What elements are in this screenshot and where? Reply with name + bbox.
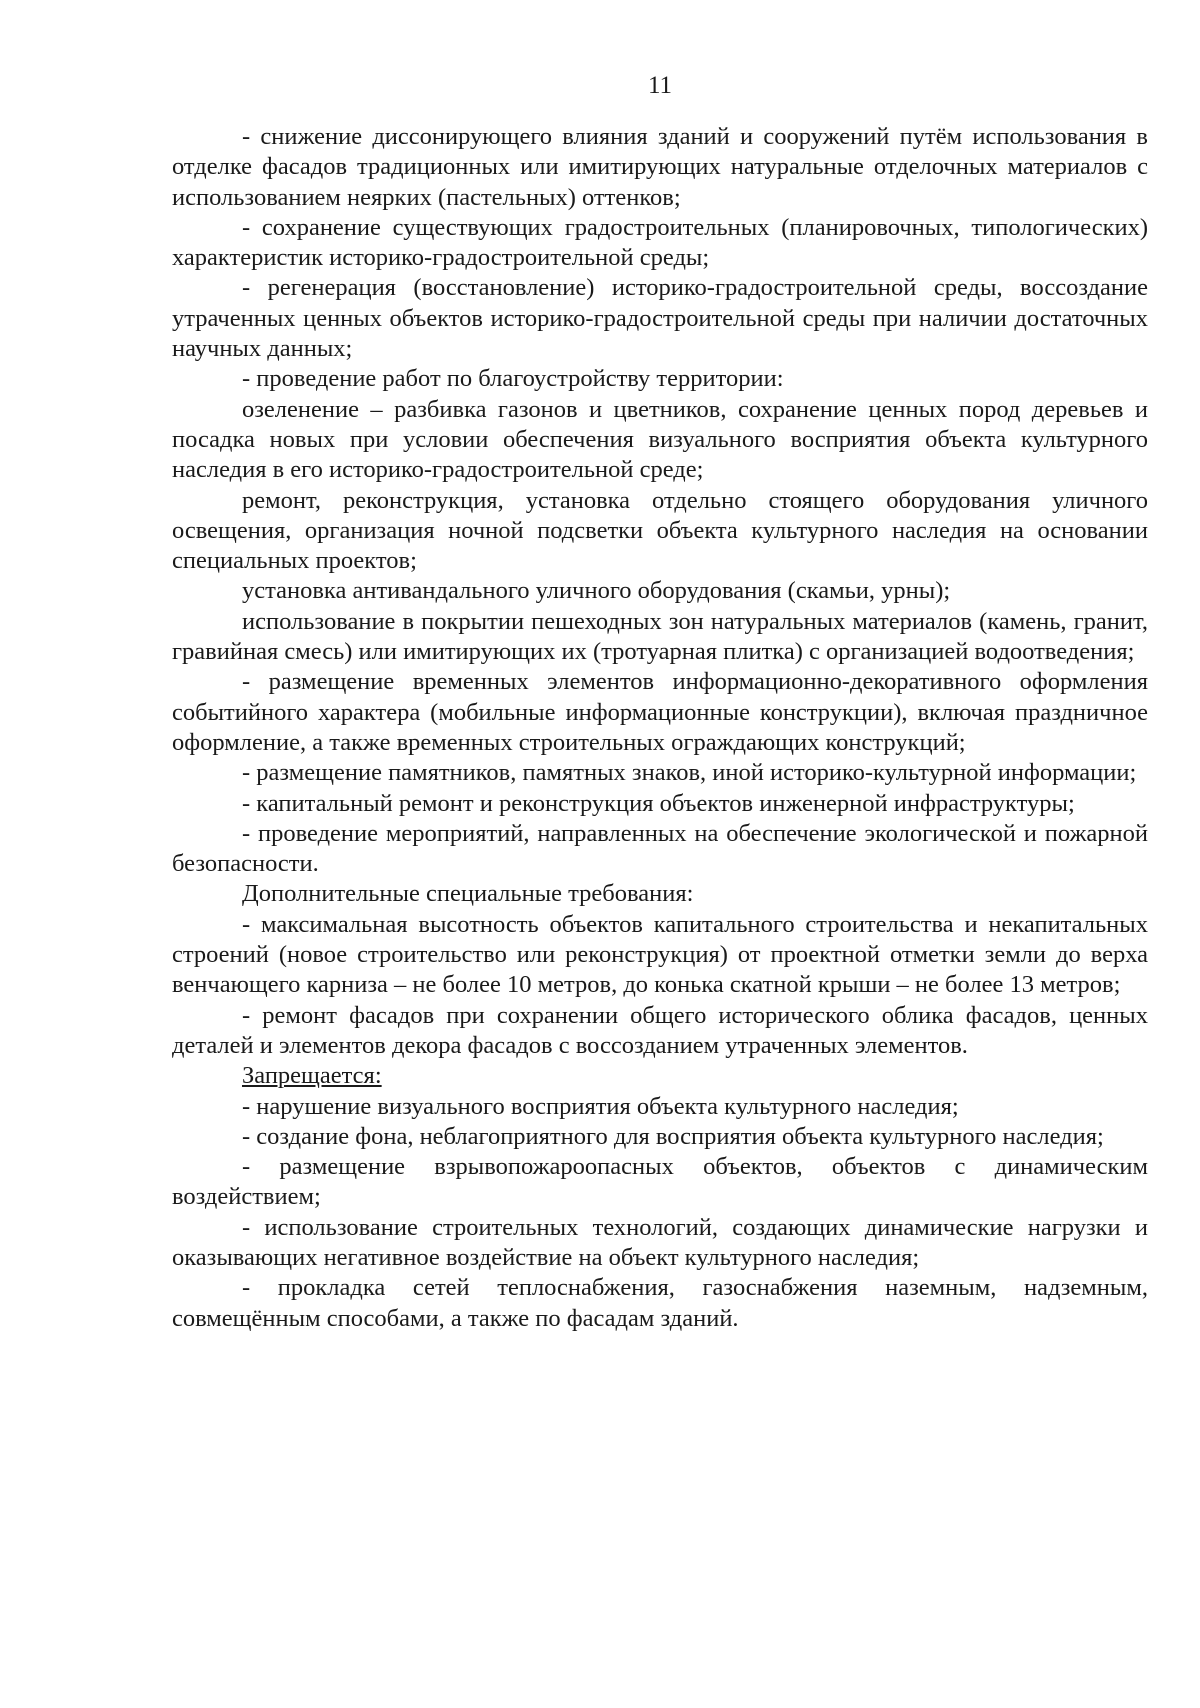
document-body (172, 122, 1148, 1334)
paragraph: - размещение памятников, памятных знаков, иной историко-культурной информации; (242, 759, 1137, 787)
prohibited-item: - нарушение визуального восприятия объекта культурного наследия; (242, 1092, 959, 1120)
paragraph: - сохранение существующих градостроительных (планировочных, типологических) характеристик историко-градостроительной среды; (172, 213, 1148, 272)
prohibited-heading (172, 1061, 1148, 1091)
paragraph: - размещение временных элементов информационно-декоративного оформления событийного характера (мобильные информационные конструкции), включая праздничное оформление, а также временных строительных ограждающих конструкций; (172, 668, 1148, 756)
paragraph: - максимальная высотность объектов капитального строительства и некапитальных строений (новое строительство или реконструкция) от проектной отметки земли до верха венчающего карниза – не более 10 метров, до конька скатной крыши – не более 13 метров; (172, 910, 1148, 999)
paragraph: - проведение мероприятий, направленных на обеспечение экологической и пожарной безопасности. (172, 819, 1148, 878)
paragraph: - снижение диссонирующего влияния зданий и сооружений путём использования в отделке фасадов традиционных или имитирующих натуральные отделочных материалов с использованием неярких (пастельных) оттенков; (172, 123, 1148, 211)
paragraph: - капитальный ремонт и реконструкция объектов инженерной инфраструктуры; (242, 789, 1075, 817)
paragraph: ремонт, реконструкция, установка отдельно стоящего оборудования уличного освещения, организация ночной подсветки объекта культурного наследия на основании специальных проектов; (172, 486, 1148, 575)
paragraph: озеленение – разбивка газонов и цветников, сохранение ценных пород деревьев и посадка новых при условии обеспечения визуального восприятия объекта культурного наследия в его историко-градостроительной среде; (172, 395, 1148, 484)
paragraph: установка антивандального уличного оборудования (скамьи, урны); (242, 577, 951, 605)
prohibited-heading-text: Запрещается: (242, 1062, 382, 1090)
prohibited-item: - прокладка сетей теплоснабжения, газоснабжения наземным, надземным, совмещённым способами, а также по фасадам зданий. (172, 1274, 1148, 1332)
paragraph: - проведение работ по благоустройству территории: (242, 365, 784, 393)
prohibited-item: - использование строительных технологий, создающих динамические нагрузки и оказывающих негативное воздействие на объект культурного наследия; (172, 1213, 1148, 1271)
paragraph: использование в покрытии пешеходных зон натуральных материалов (камень, гранит, гравийная смесь) или имитирующих их (тротуарная плитка) с организацией водоотведения; (172, 607, 1148, 666)
paragraph: Дополнительные специальные требования: (242, 880, 694, 908)
paragraph: - ремонт фасадов при сохранении общего исторического облика фасадов, ценных деталей и элементов декора фасадов с воссозданием утраченных элементов. (172, 1001, 1148, 1059)
prohibited-item: - создание фона, неблагоприятного для восприятия объекта культурного наследия; (242, 1122, 1104, 1150)
page-number: 11 (647, 72, 673, 99)
paragraph: - регенерация (восстановление) историко-градостроительной среды, воссоздание утраченных ценных объектов историко-градостроительной среды при наличии достаточных научных данных; (172, 274, 1148, 363)
prohibited-item: - размещение взрывопожароопасных объектов, объектов с динамическим воздействием; (172, 1153, 1148, 1211)
